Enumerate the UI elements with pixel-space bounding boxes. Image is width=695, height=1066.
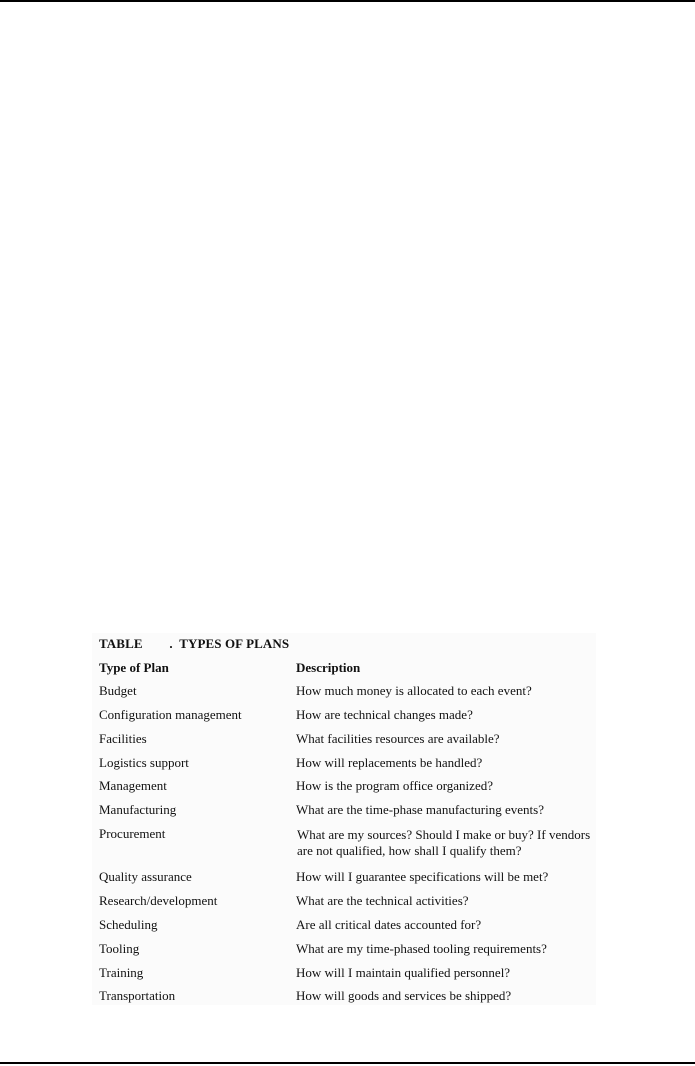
plan-description-cell: How is the program office organized? <box>296 778 493 793</box>
plan-description-cell: How are technical changes made? <box>296 707 473 722</box>
plan-description-cell: How will I guarantee specifications will be met? <box>296 869 549 884</box>
plan-type-cell: Configuration management <box>99 707 242 722</box>
table-caption: TABLE . TYPES OF PLANS <box>99 636 290 651</box>
plan-type-cell: Research/development <box>99 893 218 908</box>
plan-type-cell: Procurement <box>99 826 166 841</box>
plan-type-cell: Quality assurance <box>99 869 192 884</box>
plan-description-cell: How much money is allocated to each event? <box>296 683 532 698</box>
plan-type-cell: Scheduling <box>99 917 158 932</box>
plan-type-cell: Transportation <box>99 988 176 1003</box>
plan-description-cell: What are my sources? Should I make or buy? If vendors are not qualified, how shall I qualify them? <box>297 827 591 858</box>
plan-type-cell: Tooling <box>99 941 140 956</box>
plan-description-cell: How will goods and services be shipped? <box>296 988 512 1003</box>
header-description: Description <box>296 660 361 675</box>
plan-description-cell: How will replacements be handled? <box>296 755 483 770</box>
page-bottom-rule <box>0 1062 695 1064</box>
plan-type-cell: Training <box>99 965 144 980</box>
plan-type-cell: Facilities <box>99 731 147 746</box>
plan-description-cell: What are the technical activities? <box>296 893 469 908</box>
plan-description-cell: What are my time-phased tooling requirements? <box>296 941 547 956</box>
header-type-of-plan: Type of Plan <box>99 660 169 675</box>
plan-description-cell: What are the time-phase manufacturing events? <box>296 802 544 817</box>
plan-description-cell: What facilities resources are available? <box>296 731 500 746</box>
plan-type-cell: Logistics support <box>99 755 189 770</box>
page-top-rule <box>0 0 695 2</box>
plan-description-cell: Are all critical dates accounted for? <box>296 917 482 932</box>
plan-type-cell: Management <box>99 778 167 793</box>
plan-type-cell: Manufacturing <box>99 802 177 817</box>
plan-type-cell: Budget <box>99 683 137 698</box>
plan-description-cell: How will I maintain qualified personnel? <box>296 965 511 980</box>
